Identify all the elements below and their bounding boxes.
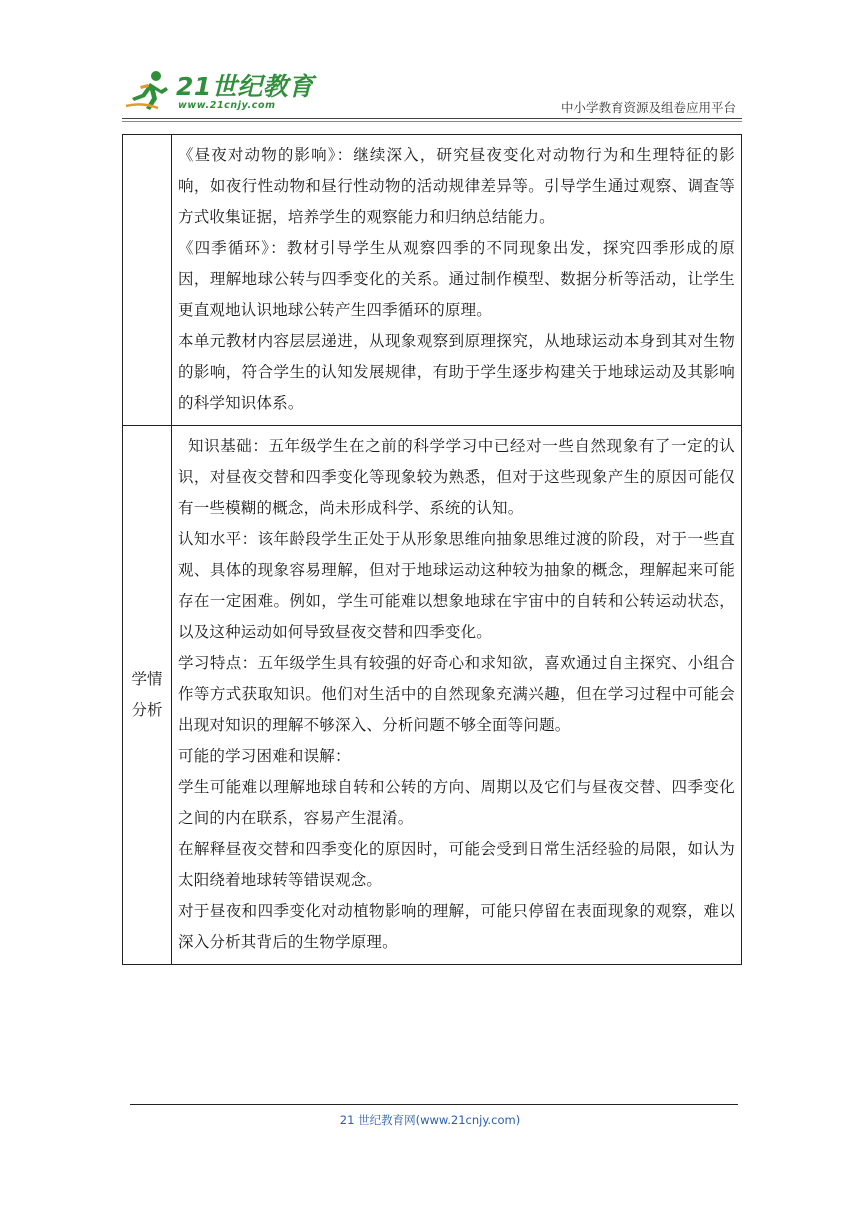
platform-title: 中小学教育资源及组卷应用平台 [560,100,736,115]
paragraph: 可能的学习困难和误解： [178,747,351,765]
page-header [122,60,742,120]
table-row [123,426,742,965]
paragraph: 学生可能难以理解地球自转和公转的方向、周期以及它们与昼夜交替、四季变化之间的内在联系，容易产生混淆。 [178,778,735,827]
logo [122,68,314,116]
paragraph: 本单元教材内容层层递进，从现象观察到原理探究，从地球运动本身到其对生物的影响，符合学生的认知发展规律，有助于学生逐步构建关于地球运动及其影响的科学知识体系。 [178,332,735,412]
student-analysis-cell [172,426,742,965]
paragraph: 认知水平：该年龄段学生正处于从形象思维向抽象思维过渡的阶段，对于一些直观、具体的现象容易理解，但对于地球运动这种较为抽象的概念，理解起来可能存在一定困难。例如，学生可能难以想象地球在宇宙中的自转和公转运动状态，以及这种运动如何导致昼夜交替和四季变化。 [178,530,735,641]
table-row [123,135,742,426]
textbook-analysis-cell [172,135,742,426]
row-label-line: 学情 [131,670,163,688]
row-label [123,135,172,426]
brand-name: 21世纪教育 [176,71,314,101]
paragraph: 对于昼夜和四季变化对动植物影响的理解，可能只停留在表面现象的观察，难以深入分析其背后的生物学原理。 [178,902,735,951]
runner-logo-icon [122,68,174,116]
brand-site: www.21cnjy.com [178,99,276,111]
footer-text[interactable]: 21 世纪教育网(www.21cnjy.com) [339,1113,521,1127]
paragraph: 在解释昼夜交替和四季变化的原因时，可能会受到日常生活经验的局限，如认为太阳绕着地球转等错误观念。 [178,840,735,889]
row-label-line: 分析 [131,701,163,719]
header-divider-thin [122,121,742,122]
paragraph: 学习特点：五年级学生具有较强的好奇心和求知欲，喜欢通过自主探究、小组合作等方式获取知识。他们对生活中的自然现象充满兴趣，但在学习过程中可能会出现对知识的理解不够深入、分析问题不够全面等问题。 [178,654,735,734]
paragraph: 知识基础：五年级学生在之前的科学学习中已经对一些自然现象有了一定的认识，对昼夜交替和四季变化等现象较为熟悉，但对于这些现象产生的原因可能仅有一些模糊的概念，尚未形成科学、系统的认知。 [178,437,735,517]
header-divider [122,118,742,119]
footer-divider [130,1104,738,1105]
paragraph: 《四季循环》：教材引导学生从观察四季的不同现象出发，探究四季形成的原因，理解地球公转与四季变化的关系。通过制作模型、数据分析等活动，让学生更直观地认识地球公转产生四季循环的原理。 [178,239,735,319]
lesson-plan-table [122,134,742,965]
paragraph: 《昼夜对动物的影响》：继续深入，研究昼夜变化对动物行为和生理特征的影响，如夜行性动物和昼行性动物的活动规律差异等。引导学生通过观察、调查等方式收集证据，培养学生的观察能力和归纳总结能力。 [178,146,735,226]
row-label-student-analysis [123,426,172,965]
